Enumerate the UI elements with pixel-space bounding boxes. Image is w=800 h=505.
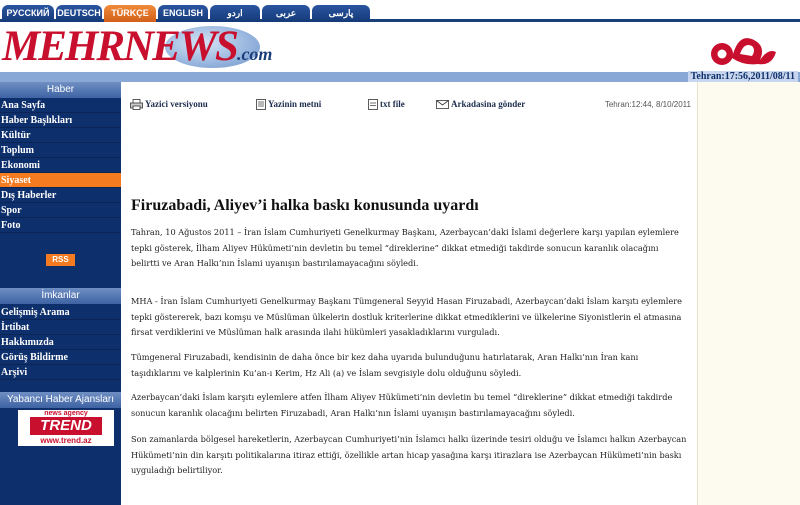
- sidebar-item-ana-sayfa[interactable]: Ana Sayfa: [0, 98, 121, 113]
- trend-top-text: news agency: [44, 410, 88, 417]
- lang-tab-turkish[interactable]: TÜRKÇE: [104, 5, 156, 22]
- trend-url: www.trend.az: [40, 436, 92, 445]
- article-title: Firuzabadi, Aliyev’i halka baskı konusunda uyardı: [131, 197, 479, 214]
- printer-icon: [130, 99, 143, 110]
- logo-main: MEHRNEWS: [2, 23, 237, 70]
- tehran-clock: Tehran:17:56,2011/08/11: [688, 71, 798, 83]
- time-bar: [0, 72, 800, 82]
- lang-tab-english[interactable]: ENGLISH: [158, 5, 208, 22]
- language-bar: [0, 0, 800, 22]
- trend-agency-banner[interactable]: [18, 410, 114, 446]
- print-version-label: Yazici versiyonu: [145, 99, 208, 109]
- right-panel: [697, 82, 800, 505]
- sidebar-item-spor[interactable]: Spor: [0, 203, 121, 218]
- article-date: Tehran:12:44, 8/10/2011: [604, 100, 691, 109]
- sidebar-item-dis-haberler[interactable]: Dış Haberler: [0, 188, 121, 203]
- sidebar-item-ekonomi[interactable]: Ekonomi: [0, 158, 121, 173]
- lang-tab-arabic[interactable]: عربی: [262, 5, 310, 22]
- envelope-icon: [436, 100, 449, 109]
- sidebar-item-arsivi[interactable]: Arşivi: [0, 365, 121, 380]
- sidebar-heading-foreign-agencies: Yabancı Haber Ajansları: [0, 392, 121, 408]
- sidebar-item-foto[interactable]: Foto: [0, 218, 121, 233]
- mehr-emblem-icon[interactable]: [708, 26, 778, 68]
- txt-file-label: txt file: [380, 99, 405, 109]
- sidebar-item-gorus-bildirme[interactable]: Görüş Bildirme: [0, 350, 121, 365]
- lang-tab-urdu[interactable]: اردو: [210, 5, 260, 22]
- send-to-friend-link[interactable]: [436, 96, 525, 112]
- site-header: [0, 22, 800, 72]
- sidebar-item-haber-basliklari[interactable]: Haber Başlıkları: [0, 113, 121, 128]
- send-to-friend-label: Arkadasina gönder: [451, 99, 526, 109]
- article-paragraph-2: Tümgeneral Firuzabadi, kendisinin de daha önce bir kez daha uyarıda bulunduğunu hatırlatarak, Aran Halkı’nın İran kanı taşıdıklarını ve kalplerinin Ku’an-ı Kerim, Hz Ali (a) ve İslam sevgisiyle dolu olduğunu söyledi.: [131, 352, 639, 378]
- sidebar-heading-haber: Haber: [0, 82, 121, 98]
- article-text-label: Yazinin metni: [268, 99, 322, 109]
- article-paragraph-1: MHA - İran İslam Cumhuriyeti Genelkurmay Başkanı Tümgeneral Seyyid Hasan Firuzabadi, Azerbaycan’daki İslam karşıtı eylemlere tepki göstererek, bazı komşu ve Müslüman ülkelerin dostluk kriterlerine dikkat etmediklerini ve ülkelerine Siyonistlerin el atmasına firsat verdiklerini ve Müslüman halk arasında ilahi hükümleri yasakladıklarını vurguladı.: [131, 296, 682, 337]
- rss-button[interactable]: RSS: [46, 254, 75, 266]
- sidebar-item-siyaset[interactable]: Siyaset: [0, 173, 121, 188]
- article-text-link[interactable]: [256, 96, 321, 112]
- lang-tab-russian[interactable]: РУССКИЙ: [2, 5, 54, 22]
- txt-file-link[interactable]: [368, 96, 405, 112]
- document-icon: [256, 99, 266, 110]
- sidebar-item-kultur[interactable]: Kültür: [0, 128, 121, 143]
- main-content: [122, 82, 697, 505]
- sidebar-heading-imkanlar: İmkanlar: [0, 288, 121, 304]
- text-file-icon: [368, 99, 378, 110]
- lang-tab-german[interactable]: DEUTSCH: [56, 5, 102, 22]
- logo-suffix: .com: [236, 44, 273, 64]
- print-version-link[interactable]: [130, 96, 208, 112]
- sidebar-item-hakkimizda[interactable]: Hakkımızda: [0, 335, 121, 350]
- trend-logo: TREND: [30, 417, 102, 435]
- sidebar-item-irtibat[interactable]: İrtibat: [0, 320, 121, 335]
- sidebar-item-toplum[interactable]: Toplum: [0, 143, 121, 158]
- left-sidebar: [0, 82, 121, 505]
- article-paragraph-4: Son zamanlarda bölgesel hareketlerin, Azerbaycan Cumhuriyeti’nin İslamcı halkı üzerinde tesiri olduğu ve İslamcı halkın Azerbaycan Hükümeti’nin din karşıtı politikalarına itiraz ettiği, özellikle artan hicap yasağına karşı itirazlara ise Azerbaycan Hükümeti’nin baskı uyguladığı belirtiliyor.: [131, 434, 687, 475]
- sidebar-item-gelismis-arama[interactable]: Gelişmiş Arama: [0, 305, 121, 320]
- article-lead: Tahran, 10 Ağustos 2011 – İran İslam Cumhuriyeti Genelkurmay Başkanı, Azerbaycan’daki İslami değerlere karşı yapılan eylemlere tepki gösterek, İlham Aliyev Hükümeti’nin devletin bu temel “direklerine” dikkat etmediği takdirde sonucun karanlık olacağını belirtti ve Aran Halkı’nın İslami uyanışın bastırılamayacağını söyledi.: [131, 227, 679, 268]
- lang-tab-persian[interactable]: پارسی: [312, 5, 370, 22]
- article-paragraph-3: Azerbaycan’daki İslam karşıtı eylemlere atfen İlham Aliyev Hükümeti’nin devletin bu temel “direklerine” dikkat etmediği takdirde sonucun karanlık olacağını belirten Firuzabadi, Aran Halkı’nın İslami uyanışın bastırılamayacağını söyledi.: [131, 392, 673, 418]
- site-logo[interactable]: [2, 24, 272, 70]
